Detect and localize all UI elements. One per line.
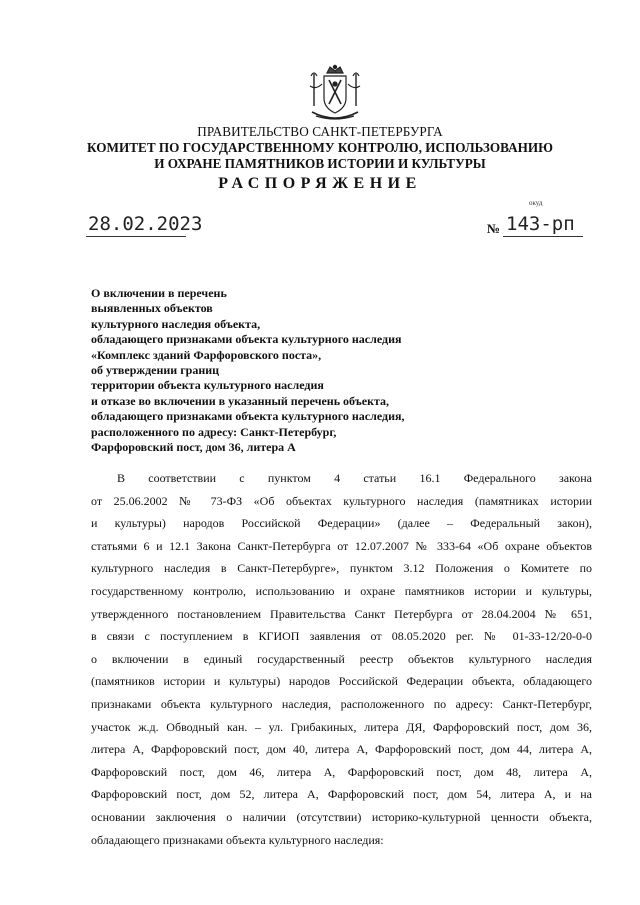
subject-line: культурного наследия объекта, [91,316,261,331]
body-line: культурного наследия в Санкт-Петербурге», пунктом 3.12 Положения о Комитете по [91,561,592,576]
subject-line: Фарфоровский пост, дом 36, литера А [91,440,296,455]
body-line: основании заключения о наличии (отсутствии) историко-культурной ценности объекта, [91,809,592,824]
subject-line: обладающего признаками объекта культурного наследия, [91,409,405,424]
subject-line: и отказе во включении в указанный перечень объекта, [91,393,390,408]
body-line: В соответствии с пунктом 4 статьи 16.1 Федерального закона [117,471,592,485]
subject-line: О включении в перечень [91,286,227,300]
number-label: № [487,221,501,236]
subject-line: расположенного по адресу: Санкт-Петербург, [91,424,337,439]
body-line: признаками объекта культурного наследия, расположенного по адресу: Санкт-Петербург, [91,696,592,711]
body-line: статьями 6 и 12.1 Закона Санкт-Петербурга от 12.07.2007 № 333-64 «Об охране объектов [91,538,592,553]
document-type: РАСПОРЯЖЕНИЕ [218,175,422,192]
document-body [91,467,592,851]
document-number: 143-рп [506,213,575,235]
body-line: обладающего признаками объекта культурного наследия: [91,832,384,847]
committee-title-line2: И ОХРАНЕ ПАМЯТНИКОВ ИСТОРИИ И КУЛЬТУРЫ [154,156,486,171]
committee-title-line1: КОМИТЕТ ПО ГОСУДАРСТВЕННОМУ КОНТРОЛЮ, ИСПОЛЬЗОВАНИЮ [87,140,553,155]
subject-line: «Комплекс зданий Фарфоровского поста», [91,347,322,362]
body-line: литера А, Фарфоровский пост, дом 40, литера А, Фарфоровский пост, дом 44, литера А, [91,742,592,757]
date-underline [86,236,186,237]
body-line: Фарфоровский пост, дом 46, литера А, Фарфоровский пост, дом 48, литера А, [91,764,592,779]
government-title: ПРАВИТЕЛЬСТВО САНКТ-ПЕТЕРБУРГА [197,124,443,139]
subject-line: обладающего признаками объекта культурного наследия [91,332,402,347]
coat-of-arms-emblem [306,64,364,124]
number-underline [503,236,583,237]
subject-line: об утверждении границ [91,363,220,378]
subject-line: территории объекта культурного наследия [91,378,324,393]
body-line: от 25.06.2002 № 73-ФЗ «Об объектах культурного наследия (памятниках истории [91,493,592,508]
body-line: о включении в единый государственный реестр объектов культурного наследия [91,651,592,666]
okud-mark: окуд [529,199,543,207]
body-line: участок ж.д. Обводный кан. – ул. Грибакиных, литера ДЯ, Фарфоровский пост, дом 36, [91,719,592,734]
document-date: 28.02.2023 [88,213,203,235]
document-subject [91,286,404,455]
body-line: Фарфоровский пост, дом 52, литера А, Фарфоровский пост, дом 54, литера А, и на [91,787,592,802]
body-line: государственному контролю, использованию и охране памятников истории и культуры, [91,583,592,598]
subject-line: выявленных объектов [91,301,213,316]
body-line: (памятников истории и культуры) народов Российской Федерации объекта, обладающего [91,674,592,689]
body-line: утвержденного постановлением Правительства Санкт Петербурга от 28.04.2004 № 651, [91,606,592,621]
body-line: в связи с поступлением в КГИОП заявления от 08.05.2020 рег. № 01-33-12/20-0-0 [91,629,592,644]
body-line: и культуры) народов Российской Федерации» (далее – Федеральный закон), [91,516,592,531]
